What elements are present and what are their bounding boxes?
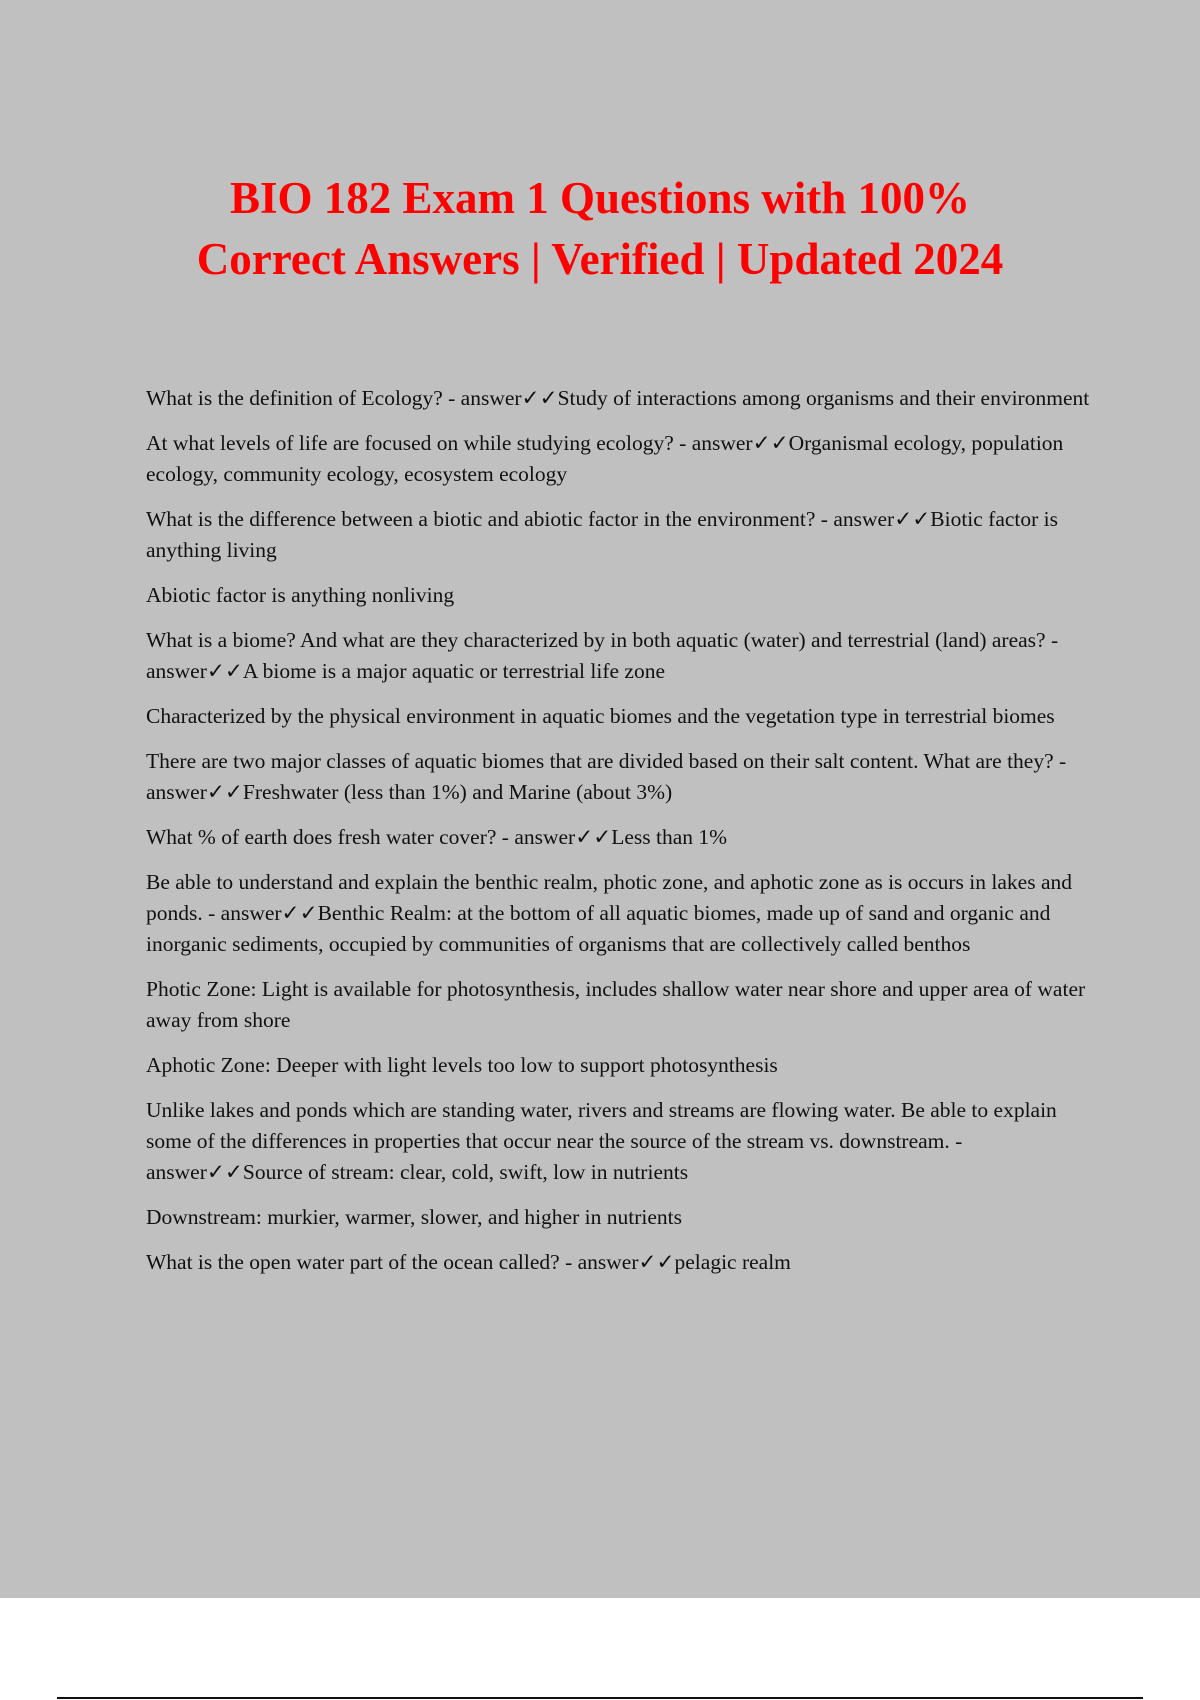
qa-paragraph (146, 383, 1091, 414)
title-line-1: BIO 182 Exam 1 Questions with 100% (229, 173, 971, 223)
answer-text: pelagic realm (674, 1250, 791, 1274)
answer-marker: - answer✓✓ (442, 386, 558, 410)
answer-marker: - answer✓✓ (202, 901, 318, 925)
question-text: What is the open water part of the ocean called? (146, 1250, 560, 1274)
answer-text: Freshwater (less than 1%) and Marine (about 3%) (242, 780, 673, 804)
qa-paragraph (146, 428, 1091, 490)
answer-continuation: Abiotic factor is anything nonliving (146, 583, 455, 607)
answer-text: Organismal ecology, population ecology, community ecology, ecosystem ecology (146, 431, 1064, 486)
title-line-2: Correct Answers | Verified | Updated 2024 (196, 234, 1004, 284)
answer-text: Benthic Realm: at the bottom of all aquatic biomes, made up of sand and organic and inorganic sediments, occupied by communities of organisms that are collectively called benthos (146, 901, 1051, 956)
question-text: Unlike lakes and ponds which are standing water, rivers and streams are flowing water. Be able to explain some of the differences in properties that occur near the source of the stream vs. downstream. (146, 1098, 1057, 1153)
question-text: What is a biome? And what are they characterized by in both aquatic (water) and terrestrial (land) areas? (146, 628, 1046, 652)
question-text: What is the difference between a biotic and abiotic factor in the environment? (146, 507, 816, 531)
answer-continuation: Downstream: murkier, warmer, slower, and higher in nutrients (146, 1205, 682, 1229)
qa-paragraph (146, 822, 1091, 853)
question-text: What % of earth does fresh water cover? (146, 825, 497, 849)
answer-continuation: Aphotic Zone: Deeper with light levels too low to support photosynthesis (146, 1053, 778, 1077)
answer-marker: - answer✓✓ (146, 628, 1059, 683)
title-highlight (0, 168, 1200, 290)
qa-paragraph (146, 1095, 1091, 1188)
answer-marker: - answer✓✓ (496, 825, 612, 849)
question-text: At what levels of life are focused on while studying ecology? (146, 431, 674, 455)
qa-paragraph (146, 746, 1091, 808)
answer-text: A biome is a major aquatic or terrestrial life zone (242, 659, 665, 683)
answer-marker: - answer✓✓ (815, 507, 931, 531)
question-text: There are two major classes of aquatic biomes that are divided based on their salt content. What are they? (146, 749, 1054, 773)
answer-text: Less than 1% (611, 825, 728, 849)
question-text: Be able to understand and explain the benthic realm, photic zone, and aphotic zone as is occurs in lakes and ponds. (146, 870, 1072, 925)
answer-text: Biotic factor is anything living (146, 507, 1059, 562)
answer-continuation: Photic Zone: Light is available for photosynthesis, includes shallow water near shore and upper area of water away from shore (146, 977, 1086, 1032)
qa-paragraph (146, 1247, 1091, 1278)
answer-marker: - answer✓✓ (146, 1129, 963, 1184)
qa-content (146, 383, 1091, 1292)
answer-marker: - answer✓✓ (146, 749, 1067, 804)
document-title (0, 168, 1200, 290)
answer-marker: - answer✓✓ (673, 431, 789, 455)
answer-text: Source of stream: clear, cold, swift, low in nutrients (242, 1160, 689, 1184)
answer-continuation: Characterized by the physical environment in aquatic biomes and the vegetation type in terrestrial biomes (146, 704, 1055, 728)
qa-paragraph (146, 504, 1091, 566)
footer-divider (57, 1697, 1143, 1699)
qa-paragraph (146, 625, 1091, 687)
answer-marker: - answer✓✓ (559, 1250, 675, 1274)
answer-text: Study of interactions among organisms and their environment (557, 386, 1090, 410)
qa-paragraph (146, 867, 1091, 960)
question-text: What is the definition of Ecology? (146, 386, 443, 410)
